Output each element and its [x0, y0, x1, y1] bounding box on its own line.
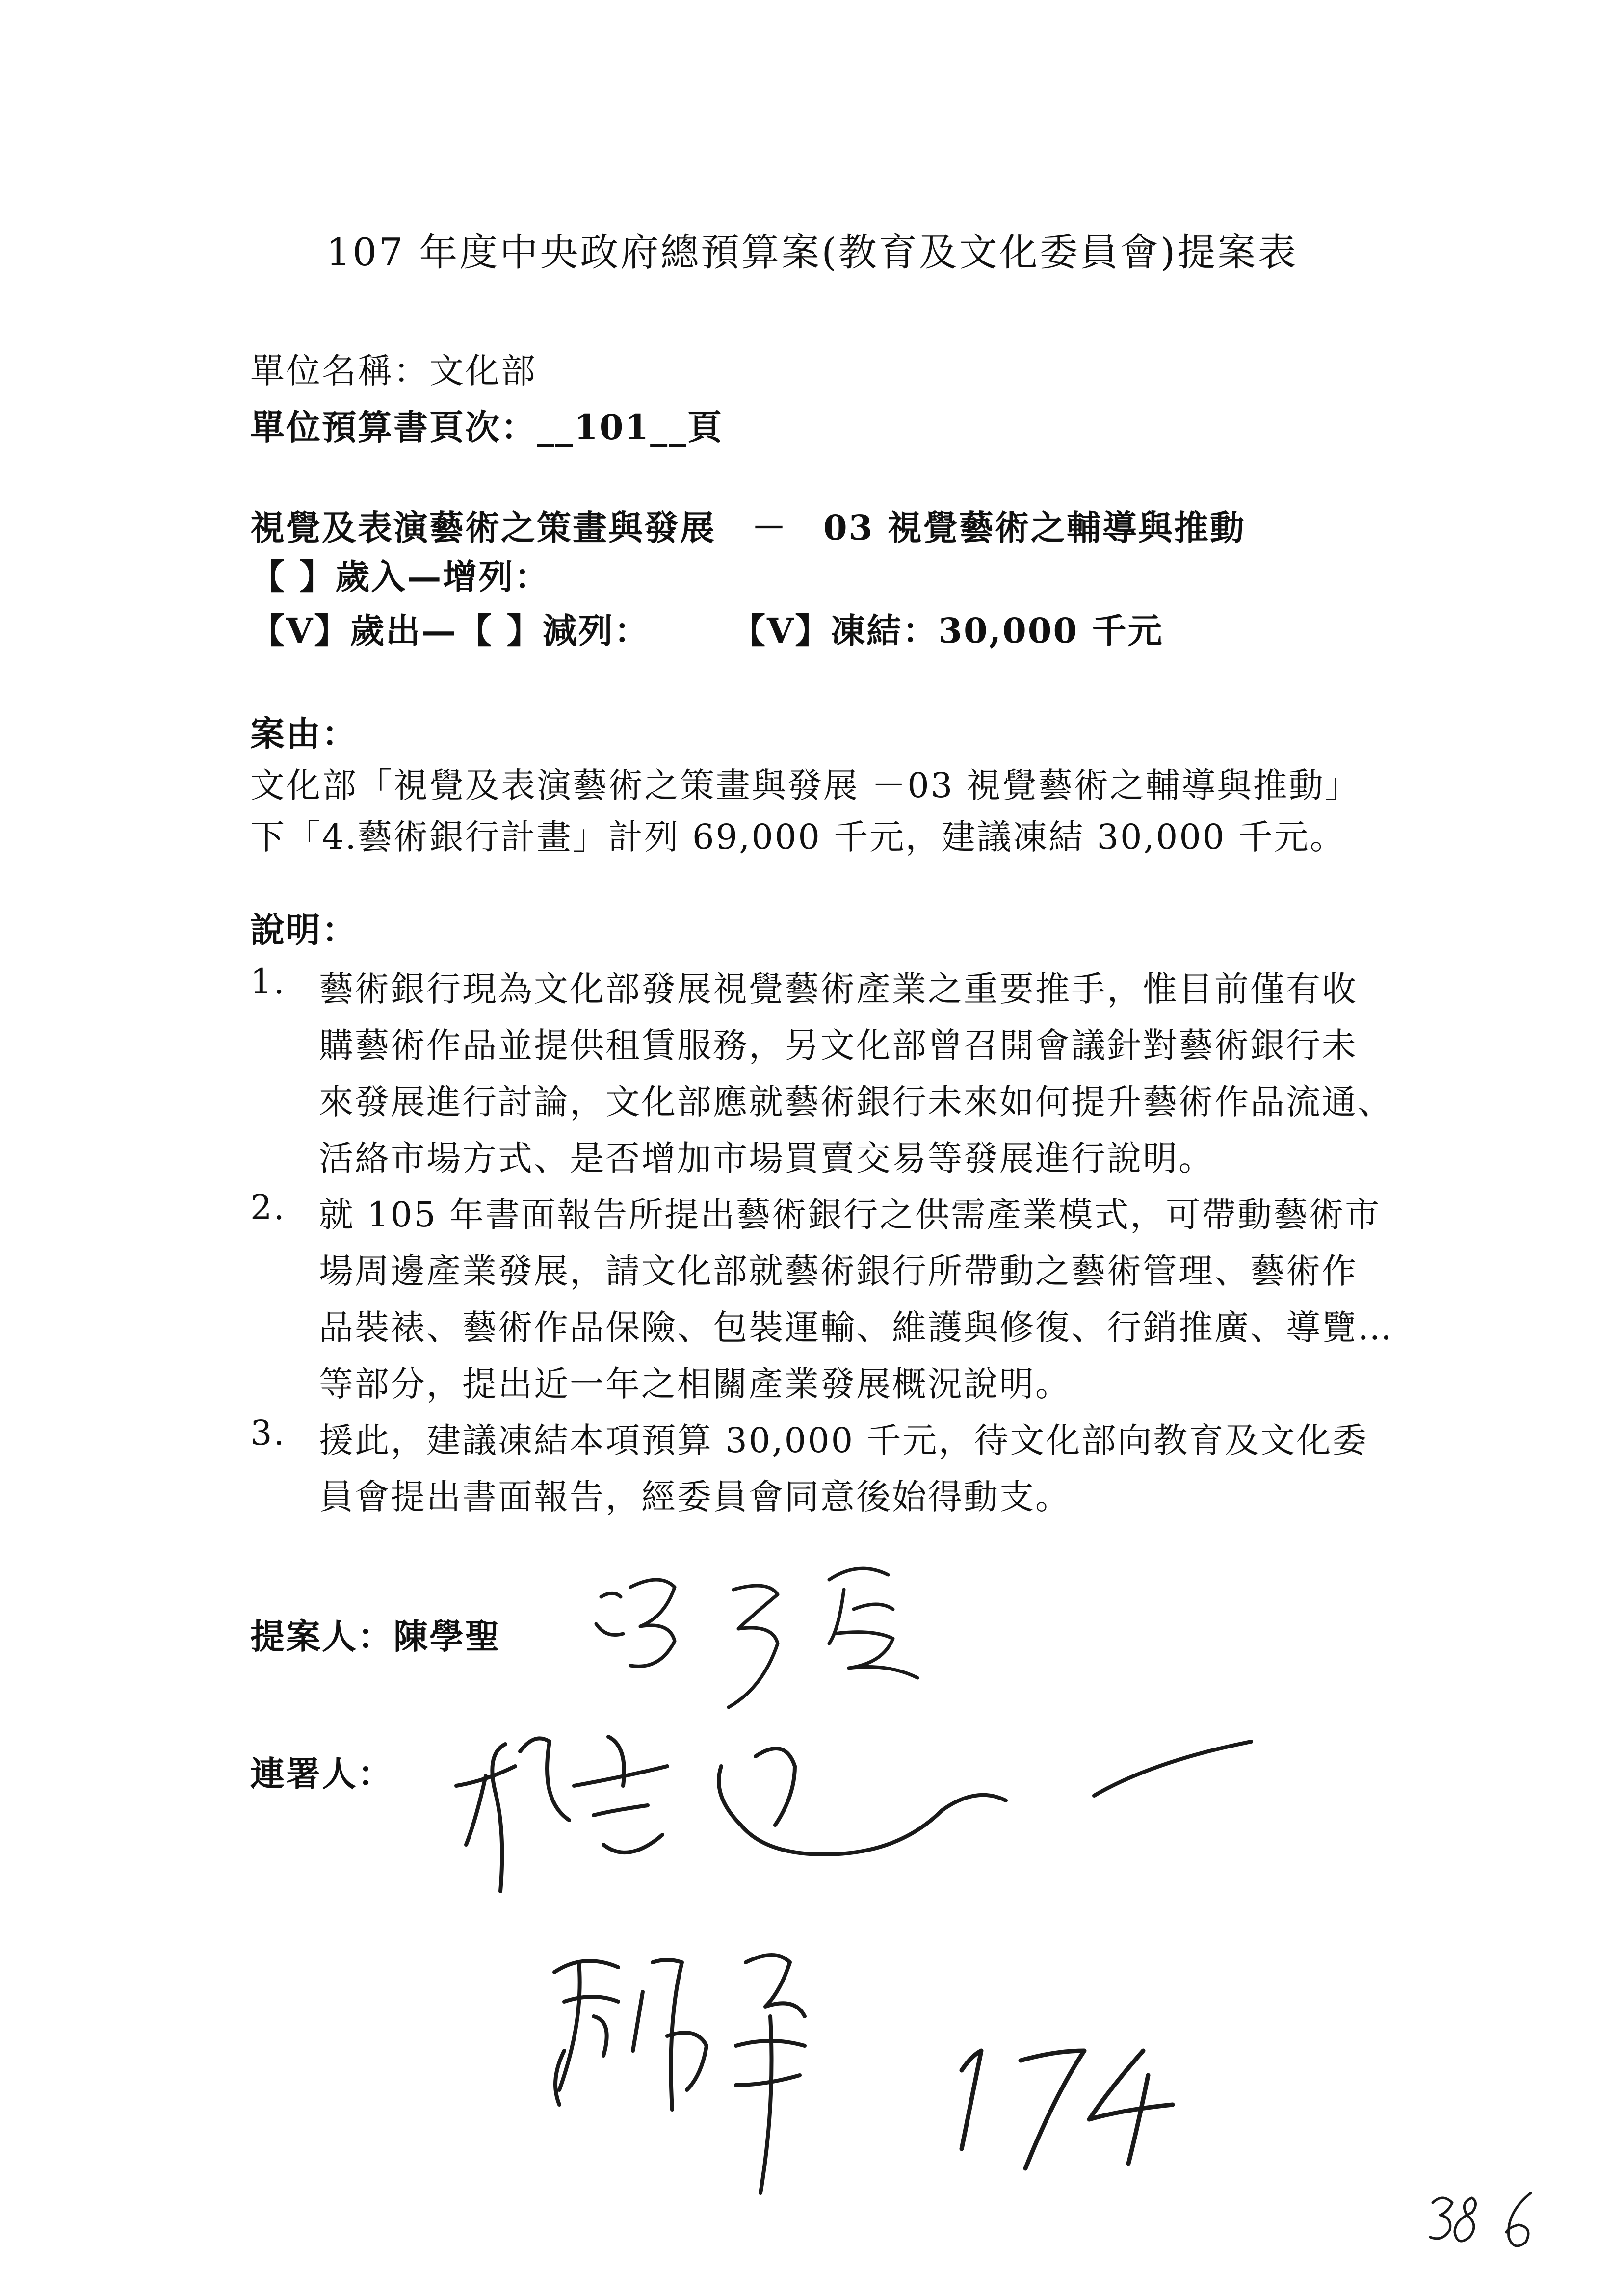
- item-line: 員會提出書面報告，經委員會同意後始得動支。: [319, 1477, 1071, 1517]
- page-mark: [1430, 2193, 1531, 2246]
- program-title: 視覺及表演藝術之策畫與發展 － 03 視覺藝術之輔導與推動: [250, 507, 1246, 548]
- item-line: 品裝裱、藝術作品保險、包裝運輸、維護與修復、行銷推廣、導覽…: [319, 1307, 1393, 1348]
- proposer-label: 提案人：陳學聖: [250, 1616, 501, 1657]
- cosigner-signature: [456, 1737, 1251, 1891]
- item-line: 援此，建議凍結本項預算 30,000 千元，待文化部向教育及文化委: [319, 1420, 1368, 1461]
- reason-line: 文化部「視覺及表演藝術之策畫與發展 －03 視覺藝術之輔導與推動」: [250, 765, 1361, 806]
- cosigner-signature: [554, 1955, 805, 2193]
- item-line: 等部分，提出近一年之相關產業發展概況說明。: [319, 1364, 1071, 1404]
- revenue-line: 【 】歲入—增列：: [250, 556, 550, 597]
- handwritten-number: [962, 2051, 1173, 2168]
- item-line: 活絡市場方式、是否增加市場買賣交易等發展進行說明。: [319, 1138, 1214, 1178]
- item-line: 藝術銀行現為文化部發展視覺藝術產業之重要推手，惟目前僅有收: [319, 969, 1358, 1009]
- item-line: 來發展進行討論，文化部應就藝術銀行未來如何提升藝術作品流通、: [319, 1082, 1393, 1122]
- item-line: 場周邊產業發展，請文化部就藝術銀行所帶動之藝術管理、藝術作: [319, 1251, 1358, 1291]
- document-title: 107 年度中央政府總預算案(教育及文化委員會)提案表: [326, 231, 1298, 275]
- item-line: 就 105 年書面報告所提出藝術銀行之供需產業模式，可帶動藝術市: [319, 1195, 1381, 1235]
- freeze-line: 【V】凍結：30,000 千元: [731, 610, 1164, 651]
- item-number: 1.: [250, 962, 286, 1002]
- unit-name: 單位名稱：文化部: [250, 351, 537, 391]
- proposer-signature: [596, 1568, 917, 1707]
- explanation-heading: 說明：: [250, 910, 358, 950]
- item-line: 購藝術作品並提供租賃服務，另文化部曾召開會議針對藝術銀行未: [319, 1025, 1358, 1066]
- item-number: 2.: [250, 1187, 286, 1227]
- reason-heading: 案由：: [250, 713, 358, 754]
- cosigner-label: 連署人：: [250, 1753, 393, 1794]
- budget-page: 單位預算書頁次：__101__頁: [250, 407, 724, 447]
- expense-line: 【V】歲出—【 】減列：: [250, 610, 650, 651]
- reason-line: 下「4.藝術銀行計畫」計列 69,000 千元，建議凍結 30,000 千元。: [250, 817, 1346, 857]
- item-number: 3.: [250, 1413, 286, 1453]
